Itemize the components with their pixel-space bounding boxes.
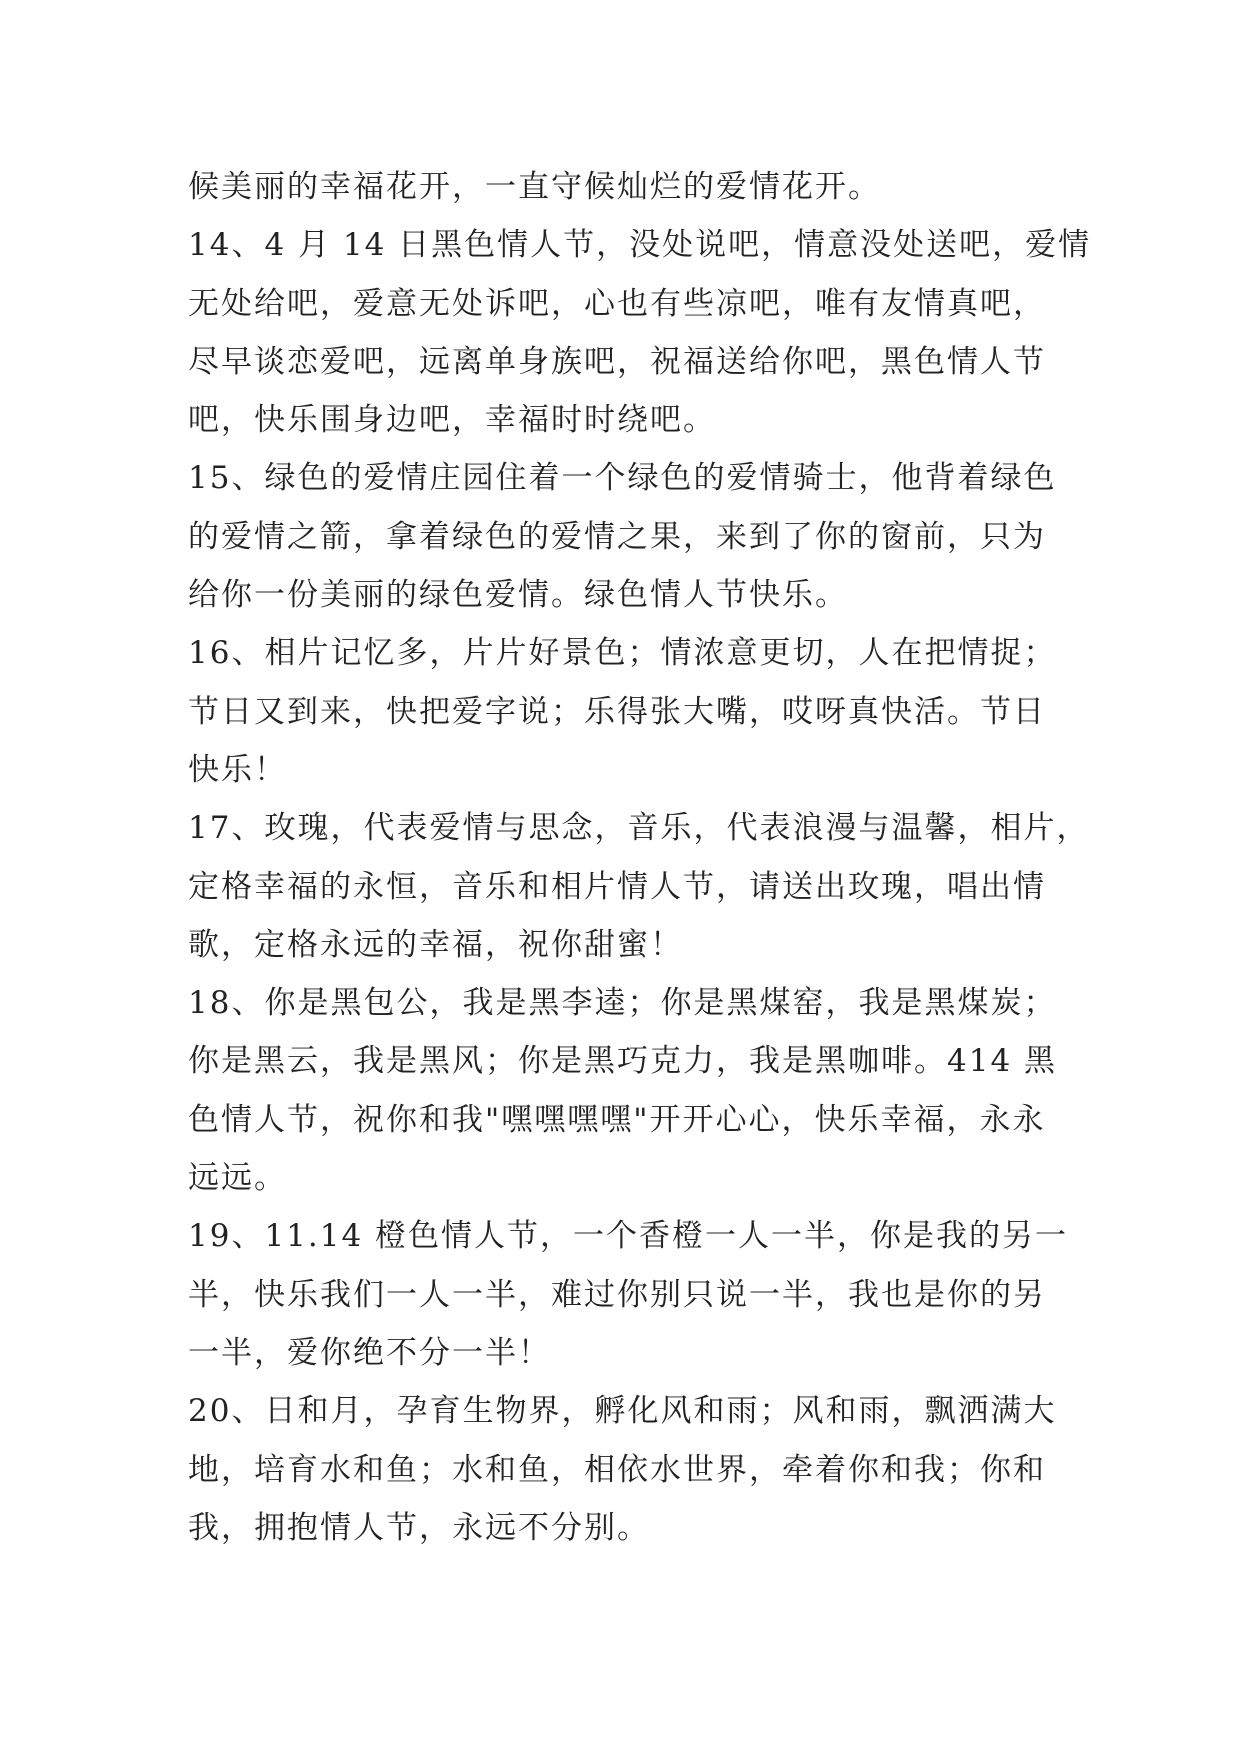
text-line: 16、相片记忆多，片片好景色；情浓意更切，人在把情捉； bbox=[188, 635, 1057, 672]
text-line: 给你一份美丽的绿色爱情。绿色情人节快乐。 bbox=[188, 577, 848, 614]
text-line: 快乐！ bbox=[188, 751, 287, 788]
text-line: 地，培育水和鱼；水和鱼，相依水世界，牵着你和我；你和 bbox=[188, 1451, 1046, 1488]
text-line: 色情人节，祝你和我"嘿嘿嘿嘿"开开心心，快乐幸福，永永 bbox=[188, 1101, 1046, 1138]
text-line: 吧，快乐围身边吧，幸福时时绕吧。 bbox=[188, 402, 716, 439]
text-line: 14、4 月 14 日黑色情人节，没处说吧，情意没处送吧，爱情 bbox=[188, 227, 1092, 264]
text-line: 歌，定格永远的幸福，祝你甜蜜！ bbox=[188, 926, 683, 963]
text-line: 远远。 bbox=[188, 1160, 287, 1197]
text-line: 的爱情之箭，拿着绿色的爱情之果，来到了你的窗前，只为 bbox=[188, 518, 1046, 555]
text-line: 节日又到来，快把爱字说；乐得张大嘴，哎呀真快活。节日 bbox=[188, 693, 1046, 730]
text-line: 我，拥抱情人节，永远不分别。 bbox=[188, 1509, 650, 1546]
text-line: 15、绿色的爱情庄园住着一个绿色的爱情骑士，他背着绿色 bbox=[188, 460, 1057, 497]
text-line: 你是黑云，我是黑风；你是黑巧克力，我是黑咖啡。414 黑 bbox=[188, 1043, 1058, 1080]
text-line: 18、你是黑包公，我是黑李逵；你是黑煤窑，我是黑煤炭； bbox=[188, 985, 1057, 1022]
text-line: 一半，爱你绝不分一半！ bbox=[188, 1334, 551, 1371]
text-line: 候美丽的幸福花开，一直守候灿烂的爱情花开。 bbox=[188, 169, 881, 205]
document-body bbox=[188, 158, 1092, 1557]
text-line: 无处给吧，爱意无处诉吧，心也有些凉吧，唯有友情真吧， bbox=[188, 285, 1046, 322]
text-line: 20、日和月，孕育生物界，孵化风和雨；风和雨，飘洒满大 bbox=[188, 1393, 1057, 1430]
text-line: 19、11.14 橙色情人节，一个香橙一人一半，你是我的另一 bbox=[188, 1218, 1069, 1255]
text-line: 半，快乐我们一人一半，难过你别只说一半，我也是你的另 bbox=[188, 1276, 1046, 1313]
text-line: 17、玫瑰，代表爱情与思念，音乐，代表浪漫与温馨，相片， bbox=[188, 810, 1090, 847]
text-line: 尽早谈恋爱吧，远离单身族吧，祝福送给你吧，黑色情人节 bbox=[188, 343, 1046, 380]
text-line: 定格幸福的永恒，音乐和相片情人节，请送出玫瑰，唱出情 bbox=[188, 868, 1046, 905]
